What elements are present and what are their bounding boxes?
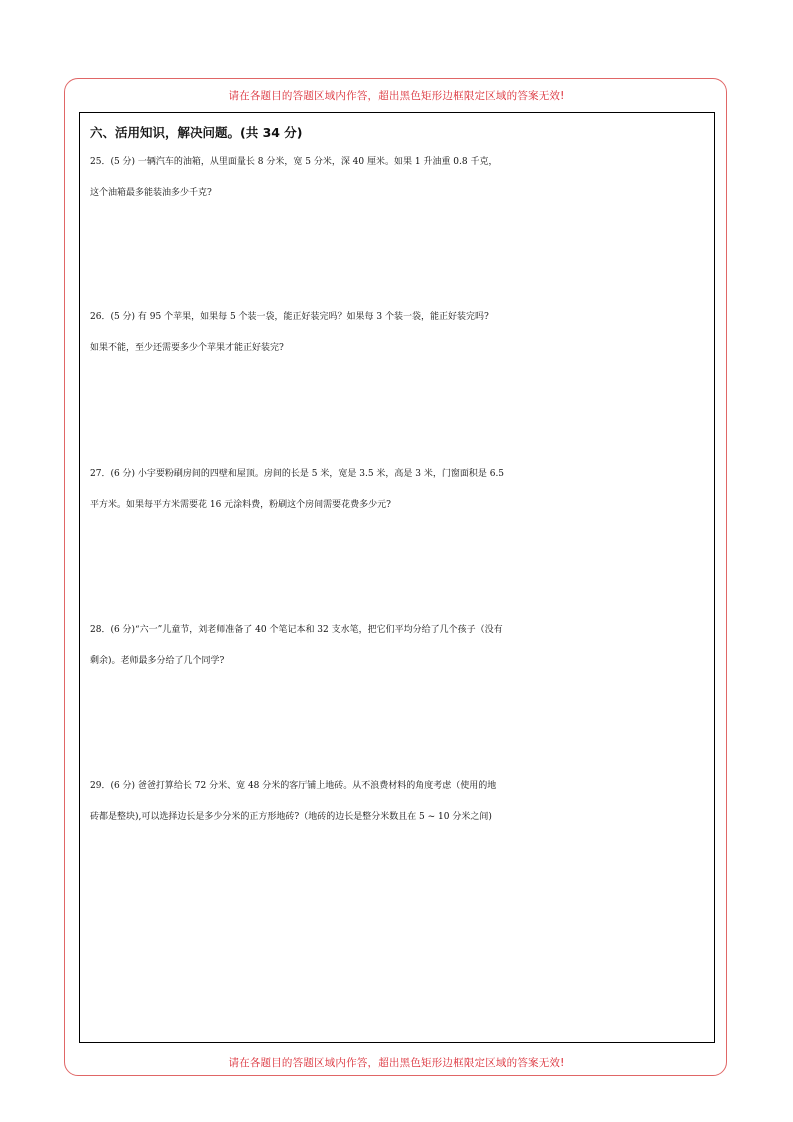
question-29-line-1: 29．(6 分) 爸爸打算给长 72 分米、宽 48 分米的客厅铺上地砖。从不浪费材料的角度考虑（使用的地 xyxy=(90,781,497,791)
bottom-warning-text: 请在各题目的答题区域内作答，超出黑色矩形边框限定区域的答案无效! xyxy=(228,1057,565,1069)
question-28 xyxy=(90,615,710,677)
top-warning-text: 请在各题目的答题区域内作答，超出黑色矩形边框限定区域的答案无效! xyxy=(228,90,565,102)
question-25-line-2: 这个油箱最多能装油多少千克? xyxy=(90,188,212,198)
answer-area-box xyxy=(79,112,715,1043)
question-25 xyxy=(90,147,710,209)
question-25-line-1: 25．(5 分) 一辆汽车的油箱，从里面量长 8 分米，宽 5 分米，深 40 厘米。如果 1 升油重 0.8 千克， xyxy=(90,157,498,167)
question-29-line-2: 砖都是整块),可以选择边长是多少分米的正方形地砖?（地砖的边长是整分米数且在 5 ~ 10 分米之间) xyxy=(90,812,492,822)
question-26-line-1: 26．(5 分) 有 95 个苹果，如果每 5 个装一袋，能正好装完吗？如果每 3 个装一袋，能正好装完吗? xyxy=(90,312,489,322)
question-27-line-2: 平方米。如果每平方米需要花 16 元涂料费，粉刷这个房间需要花费多少元? xyxy=(90,500,392,510)
question-27-line-1: 27．(6 分) 小宇要粉刷房间的四壁和屋顶。房间的长是 5 米，宽是 3.5 米，高是 3 米，门窗面积是 6.5 xyxy=(90,469,505,479)
section-title: 六、活用知识，解决问题。(共 34 分) xyxy=(90,125,303,140)
question-28-line-1: 28．(6 分)“六一”儿童节，刘老师准备了 40 个笔记本和 32 支水笔，把它们平均分给了几个孩子（没有 xyxy=(90,625,503,635)
question-28-line-2: 剩余)。老师最多分给了几个同学? xyxy=(90,656,225,666)
question-26-line-2: 如果不能，至少还需要多少个苹果才能正好装完? xyxy=(90,343,284,353)
question-26 xyxy=(90,302,710,364)
question-27 xyxy=(90,459,710,521)
question-29 xyxy=(90,771,710,833)
